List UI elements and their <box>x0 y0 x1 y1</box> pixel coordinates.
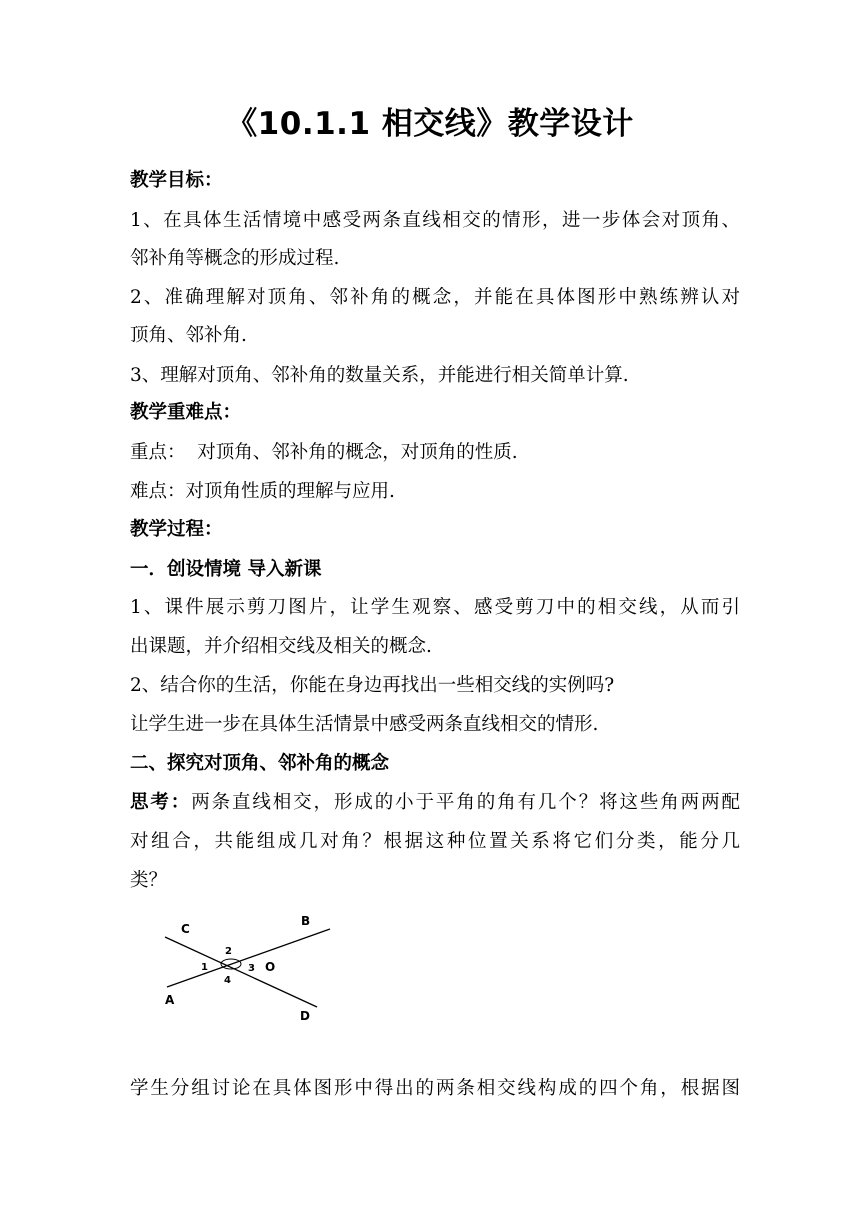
section-1-item-1-line-2: 出课题，并介绍相交线及相关的概念. <box>130 636 432 657</box>
line-cd <box>165 937 317 1007</box>
angle-label-1: 1 <box>201 962 208 973</box>
document-title: 《10.1.1 相交线》教学设计 <box>226 106 634 142</box>
think-line-1 <box>130 788 740 818</box>
angle-label-3: 3 <box>248 963 255 974</box>
goal-1-line-2: 邻补角等概念的形成过程. <box>130 248 340 269</box>
goals-heading: 教学目标： <box>130 170 223 191</box>
section-1-item-2: 2、结合你的生活，你能在身边再找出一些相交线的实例吗? <box>130 675 615 696</box>
goal-2-line-2: 顶角、邻补角. <box>130 325 247 346</box>
intersecting-lines-figure <box>155 905 345 1025</box>
process-heading: 教学过程： <box>130 519 223 540</box>
think-line-2: 对组合，共能组成几对角？根据这种位置关系将它们分类，能分几 <box>130 831 740 852</box>
think-text-1: 两条直线相交，形成的小于平角的角有几个？将这些角两两配 <box>191 792 740 813</box>
angle-label-4: 4 <box>224 975 231 986</box>
section-1-note: 让学生进一步在具体生活情景中感受两条直线相交的情形. <box>130 714 599 735</box>
discussion-line: 学生分组讨论在具体图形中得出的两条相交线构成的四个角，根据图 <box>130 1078 740 1099</box>
key-point: 重点： 对顶角、邻补角的概念，对顶角的性质. <box>130 442 518 463</box>
think-line-3: 类？ <box>130 870 168 891</box>
goal-1-line-1: 1、在具体生活情境中感受两条直线相交的情形，进一步体会对顶角、 <box>130 210 740 231</box>
point-label-d: D <box>300 1009 310 1023</box>
point-label-o: O <box>265 960 276 974</box>
angle-label-2: 2 <box>225 946 232 957</box>
think-label: 思考： <box>130 792 192 813</box>
keypoints-heading: 教学重难点： <box>130 402 242 423</box>
line-ab <box>167 929 330 987</box>
section-2-heading: 二、探究对顶角、邻补角的概念 <box>130 753 390 774</box>
goal-3: 3、理解对顶角、邻补角的数量关系，并能进行相关简单计算. <box>130 365 629 386</box>
point-label-b: B <box>301 914 311 928</box>
difficulty-point: 难点：对顶角性质的理解与应用. <box>130 481 395 502</box>
section-1-item-1-line-1: 1、课件展示剪刀图片，让学生观察、感受剪刀中的相交线，从而引 <box>130 597 740 618</box>
point-label-a: A <box>165 993 175 1007</box>
point-label-c: C <box>181 922 190 936</box>
section-1-heading: 一．创设情境 导入新课 <box>130 559 322 580</box>
goal-2-line-1: 2、准确理解对顶角、邻补角的概念，并能在具体图形中熟练辨认对 <box>130 287 740 308</box>
